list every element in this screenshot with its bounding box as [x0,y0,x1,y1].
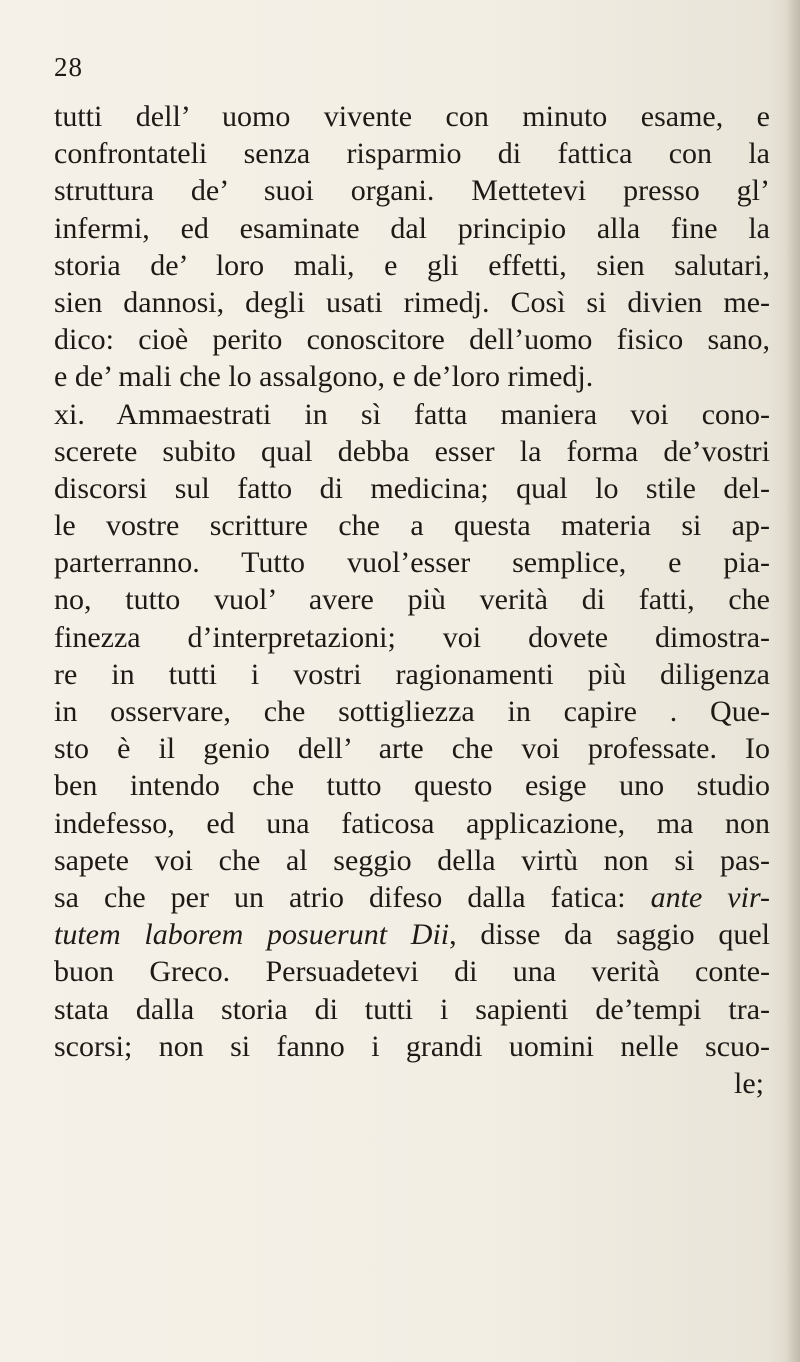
text-line-26: scorsi; non si fanno i grandi uomini nelle scuo- [54,1029,770,1063]
text-line-7: dico: cioè perito conoscitore dell’uomo fisico sano, [54,323,770,357]
text-line-6: sien dannosi, degli usati rimedj. Così si divien me- [54,285,770,319]
text-line-16: re in tutti i vostri ragionamenti più diligenza [54,657,770,691]
text-line-19: ben intendo che tutto questo esige uno studio [54,769,770,803]
catchword: le; [734,1066,764,1100]
text-line-2: confrontateli senza risparmio di fattica con la [54,137,770,171]
text-line-22 [54,879,770,916]
text-line-13: parterranno. Tutto vuol’esser semplice, e pia- [54,546,770,580]
text-line-20: indefesso, ed una faticosa applicazione, ma non [54,806,770,840]
text-line-11: discorsi sul fatto di medicina; qual lo stile del- [54,471,770,505]
text-line-4: infermi, ed esaminate dal principio alla fine la [54,211,770,245]
text-line-10: scerete subito qual debba esser la forma de’vostri [54,434,770,468]
text-line-21: sapete voi che al seggio della virtù non si pas- [54,843,770,877]
text-line-5: storia de’ loro mali, e gli effetti, sien salutari, [54,248,770,282]
text-line-8: e de’ mali che lo assalgono, e de’loro rimedj. [54,360,594,394]
text-line-18: sto è il genio dell’ arte che voi professate. Io [54,732,770,766]
text-line-9: xi. Ammaestrati in sì fatta maniera voi cono- [54,397,770,431]
text-line-17: in osservare, che sottigliezza in capire . Que- [54,695,770,728]
text-line-22-italic: ante vir- [650,880,771,914]
text-line-22-roman: sa che per un atrio difeso dalla fatica: [54,880,626,914]
text-line-23-roman: , disse da saggio quel [449,918,770,952]
text-line-24: buon Greco. Persuadetevi di una verità conte- [54,955,770,989]
body-text [54,98,770,1102]
text-line-23 [54,916,770,953]
page-edge-shadow [786,0,800,1362]
text-line-14: no, tutto vuol’ avere più verità di fatti, che [54,583,770,617]
text-line-3: struttura de’ suoi organi. Mettetevi presso gl’ [54,174,770,208]
text-line-23-italic: tutem laborem posuerunt Dii [54,918,450,952]
text-line-1: tutti dell’ uomo vivente con minuto esame, e [54,100,770,133]
page-number: 28 [54,52,83,82]
text-line-15: finezza d’interpretazioni; voi dovete dimostra- [54,620,770,654]
text-line-12: le vostre scritture che a questa materia si ap- [54,509,770,543]
text-line-25: stata dalla storia di tutti i sapienti de’tempi tra- [54,992,770,1026]
